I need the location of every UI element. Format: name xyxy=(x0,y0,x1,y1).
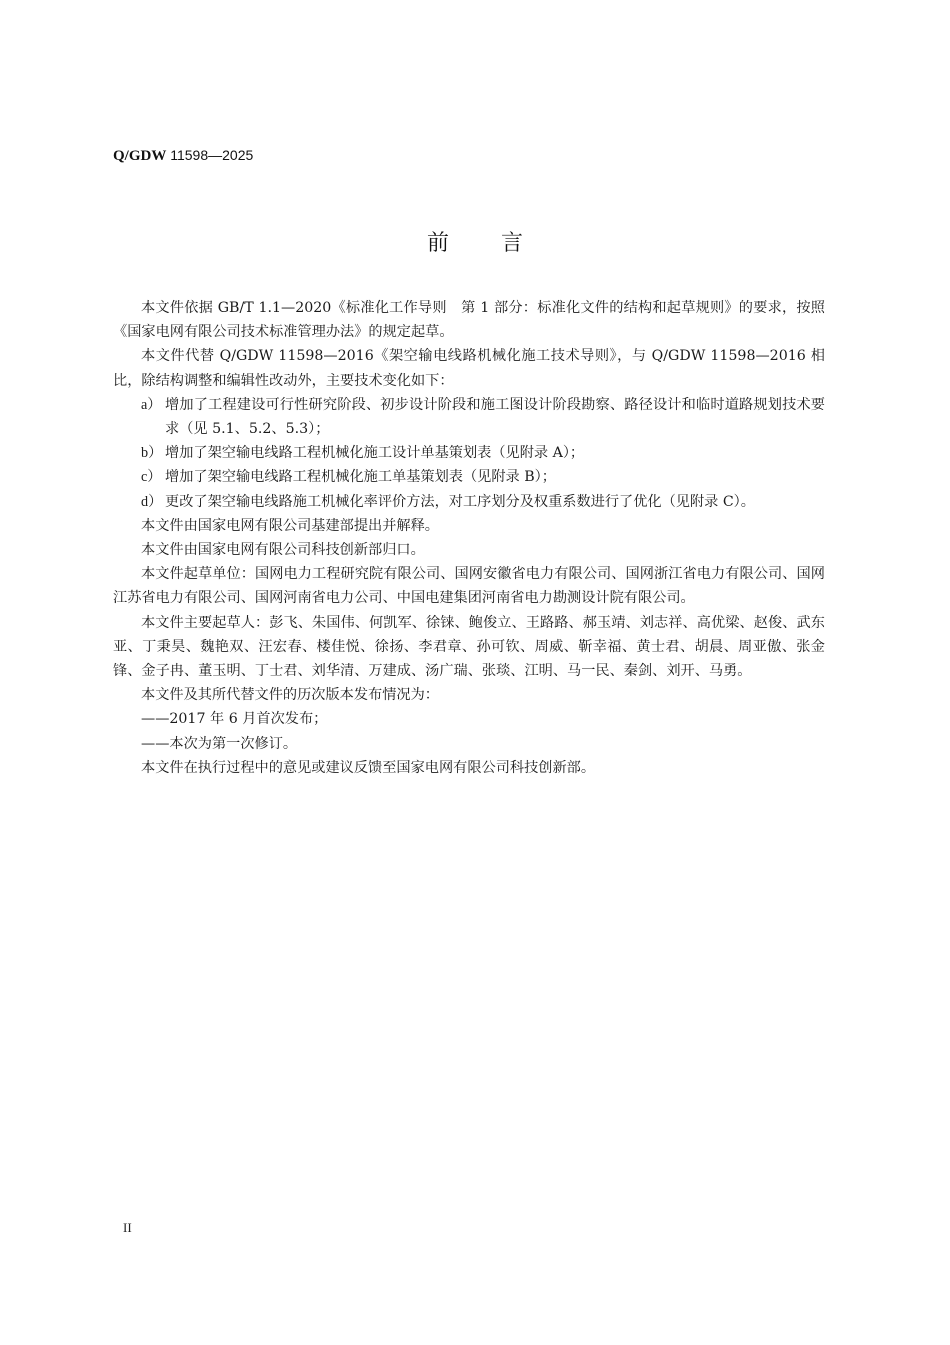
paragraph-administrator: 本文件由国家电网有限公司科技创新部归口。 xyxy=(141,542,425,559)
list-item-text: 增加了架空输电线路工程机械化施工单基策划表（见附录 B）； xyxy=(165,469,556,486)
paragraph-feedback: 本文件在执行过程中的意见或建议反馈至国家电网有限公司科技创新部。 xyxy=(141,759,596,776)
list-marker: b） xyxy=(141,445,163,462)
document-code-prefix: Q/GDW xyxy=(113,148,167,164)
paragraph-proposer: 本文件由国家电网有限公司基建部提出并解释。 xyxy=(141,517,439,534)
change-item-b xyxy=(113,441,825,465)
change-item-a xyxy=(113,393,825,441)
document-code-number: 11598—2025 xyxy=(166,147,254,163)
page-title xyxy=(0,226,950,257)
paragraph-drafting-units: 本文件起草单位：国网电力工程研究院有限公司、国网安徽省电力有限公司、国网浙江省电力有限公司、国网江苏省电力有限公司、国网河南省电力公司、中国电建集团河南省电力勘测设计院有限公司。 xyxy=(113,566,825,607)
paragraph-drafters: 本文件主要起草人：彭飞、朱国伟、何凯军、徐铼、鲍俊立、王路路、郝玉靖、刘志祥、高优梁、赵俊、武东亚、丁秉昊、魏艳双、汪宏春、楼佳悦、徐扬、李君章、孙可钦、周威、靳幸福、黄士君、胡晨、周亚傲、张金锋、金子冉、董玉明、丁士君、刘华清、万建成、汤广瑞、张琰、江明、马一民、秦剑、刘开、马勇。 xyxy=(113,614,825,680)
list-marker: a） xyxy=(141,396,162,413)
paragraph-basis: 本文件依据 GB/T 1.1—2020《标准化工作导则 第 1 部分：标准化文件的结构和起草规则》的要求，按照《国家电网有限公司技术标准管理办法》的规定起草。 xyxy=(113,300,825,341)
paragraph-replaces: 本文件代替 Q/GDW 11598—2016《架空输电线路机械化施工技术导则》，与 Q/GDW 11598—2016 相比，除结构调整和编辑性改动外，主要技术变化如下： xyxy=(113,348,825,389)
paragraph-history-intro: 本文件及其所代替文件的历次版本发布情况为： xyxy=(141,687,439,704)
foreword-body xyxy=(113,296,825,780)
document-code xyxy=(113,147,253,165)
change-item-d xyxy=(113,490,825,514)
page-number: II xyxy=(123,1220,132,1235)
list-item-text: 更改了架空输电线路施工机械化率评价方法，对工序划分及权重系数进行了优化（见附录 C）。 xyxy=(165,493,755,510)
change-item-c xyxy=(113,465,825,489)
list-marker: c） xyxy=(141,469,162,486)
page-title-char-2: 言 xyxy=(501,231,524,256)
history-item-2: ——本次为第一次修订。 xyxy=(141,735,298,752)
page-title-char-1: 前 xyxy=(426,231,449,256)
list-marker: d） xyxy=(141,493,163,510)
list-item-text: 增加了工程建设可行性研究阶段、初步设计阶段和施工图设计阶段勘察、路径设计和临时道路规划技术要求（见 5.1、5.2、5.3）； xyxy=(165,396,825,438)
history-item-1: ——2017 年 6 月首次发布； xyxy=(141,711,328,728)
list-item-text: 增加了架空输电线路工程机械化施工设计单基策划表（见附录 A）； xyxy=(165,445,585,462)
